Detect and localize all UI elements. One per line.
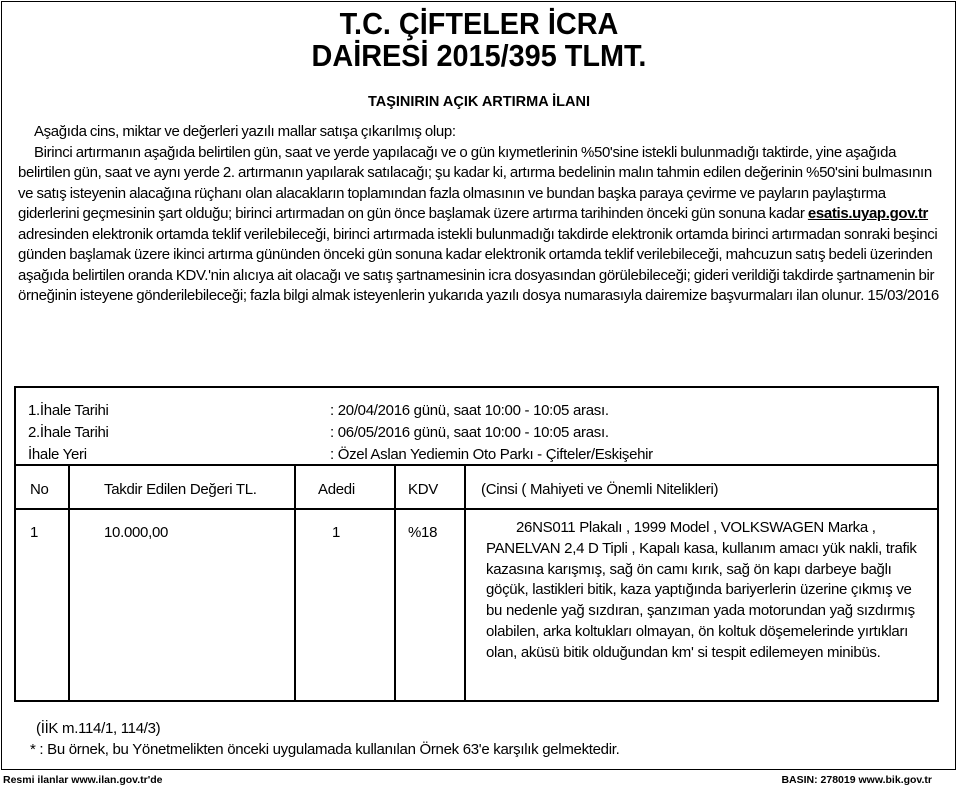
header-no: No [30, 481, 49, 498]
form-note: * : Bu örnek, bu Yönetmelikten önceki uygulamada kullanılan Örnek 63'e karşılık gelmektedir. [30, 741, 620, 758]
auction-value-3: : Özel Aslan Yediemin Oto Parkı - Çifteler/Eskişehir [330, 446, 653, 463]
cell-qty: 1 [332, 524, 341, 541]
auction-value-1: : 20/04/2016 günü, saat 10:00 - 10:05 arası. [330, 402, 609, 419]
table-header-line [16, 508, 937, 510]
footer-right-text: BASIN: 278019 www.bik.gov.tr [781, 774, 932, 786]
col-divider-3 [394, 464, 396, 700]
auction-value-2: : 06/05/2016 günü, saat 10:00 - 10:05 arası. [330, 424, 609, 441]
header-value: Takdir Edilen Değeri TL. [104, 481, 257, 498]
cell-value: 10.000,00 [104, 524, 169, 541]
footer-bar [0, 771, 960, 793]
auction-table-box [14, 386, 939, 702]
col-divider-4 [464, 464, 466, 700]
table-top-line [16, 464, 937, 466]
header-desc: (Cinsi ( Mahiyeti ve Önemli Nitelikleri) [481, 481, 719, 498]
intro-paragraph-2 [18, 143, 948, 307]
notice-subtitle: TAŞINIRIN AÇIK ARTIRMA İLANI [367, 94, 591, 110]
vehicle-description: 26NS011 Plakalı , 1999 Model , VOLKSWAGEN Marka , PANELVAN 2,4 D Tipli , Kapalı kasa, kullanım amacı yük nakli, trafik kazasına karışmış, sağ ön camı kırık, sağ ön kapı darbeye bağlı göçük, lastikleri bitik, kaza yaptığında bariyerlerin üzerine çıkmış ve bu nedenle yağ sızdıran, şanzıman yada motorundan yağ sızdırmış olabilen, arka koltukları olmayan, ön koltuk döşemelerinde yırtıkları olan, aküsü bitik olduğundan km' si tespit edilemeyen minibüs. [486, 519, 917, 661]
cell-desc [486, 518, 926, 664]
cell-no: 1 [30, 524, 39, 541]
auction-label-2: 2.İhale Tarihi [28, 424, 109, 441]
col-divider-2 [294, 464, 296, 700]
cell-kdv: %18 [408, 524, 438, 541]
title-line-2: DAİRESİ 2015/395 TLMT. [311, 38, 647, 73]
title-line-1: T.C. ÇİFTELER İCRA [339, 6, 619, 41]
header-qty: Adedi [318, 481, 355, 498]
footer-left-text: Resmi ilanlar www.ilan.gov.tr'de [3, 774, 163, 786]
intro-text-after-link: adresinden elektronik ortamda teklif verilebileceği, birinci artırmada istekli bulunmadığı takdirde elektronik ortamda birinci artırmadan sonraki beşinci günden başlamak üzere ikinci artırma gününden önceki gün sonuna kadar elektronik ortamda teklif verilebileceği, mahcuzun satış bedeli üzerinden aşağıda belirtilen oranda KDV.'nin alıcıya ait olacağı ve satış şartnamesinin icra dosyasından görülebileceği; gideri verildiği takdirde şartnamenin bir örneğinin isteyene gönderilebileceği; fazla bilgi almak isteyenlerin yukarıda yazılı dosya numarasıyla dairemize başvurmaları ilan olunur. 15/03/2016 [18, 225, 939, 304]
notice-body [18, 122, 948, 307]
notice-title [34, 8, 925, 72]
intro-text-before-link: Birinci artırmanın aşağıda belirtilen gün, saat ve yerde yapılacağı ve o gün kıymetlerinin %50'sine istekli bulunmadığı taktirde, yine aşağıda belirtilen gün, saat ve aynı yerde 2. artırmanın yapılarak satılacağı; şu kadar ki, artırma bedelinin malın tahmin edilen değerinin %50'sini bulmasının ve satış isteyenin alacağına rüçhanı olan alacakların toplamından fazla olmasının ve bundan başka paraya çevirme ve payların paylaştırma giderlerini geçmesinin şart olduğu; birinci artırmadan on gün önce başlamak üzere artırma tarihinden önceki gün sonuna kadar [18, 143, 932, 222]
esatis-link[interactable]: esatis.uyap.gov.tr [807, 205, 929, 222]
col-divider-1 [68, 464, 70, 700]
auction-label-1: 1.İhale Tarihi [28, 402, 109, 419]
auction-label-3: İhale Yeri [28, 446, 87, 463]
law-reference: (İİK m.114/1, 114/3) [36, 720, 161, 737]
intro-paragraph-1: Aşağıda cins, miktar ve değerleri yazılı mallar satışa çıkarılmış olup: [34, 123, 456, 140]
header-kdv: KDV [408, 481, 438, 498]
